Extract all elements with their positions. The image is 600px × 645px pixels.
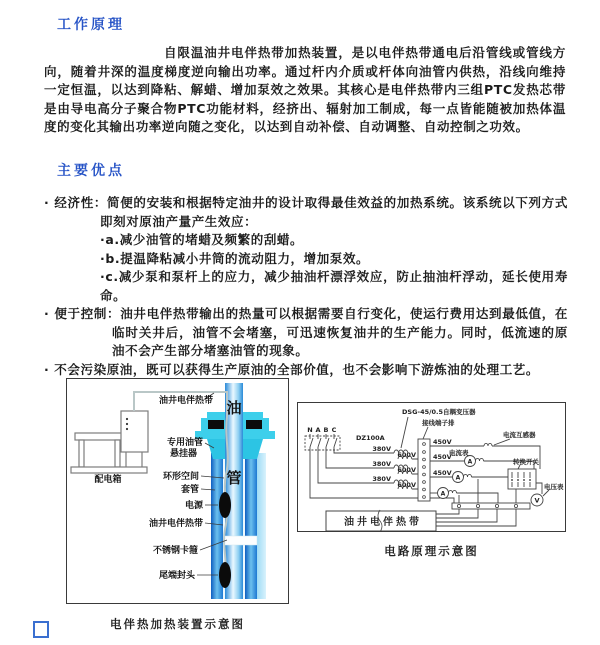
label-current-transformer: 电流互感器 bbox=[503, 431, 536, 439]
label-600v-1: 600V bbox=[397, 451, 416, 459]
steel-clamp-band bbox=[225, 536, 257, 545]
label-380v-2: 380V bbox=[372, 460, 391, 468]
device-labels bbox=[94, 394, 214, 581]
label-changeover-switch: 转换开关 bbox=[513, 458, 539, 466]
wellhead-black-band-left bbox=[208, 420, 224, 429]
label-380v-3: 380V bbox=[372, 475, 391, 483]
page-corner-marker bbox=[33, 621, 49, 638]
label-380v-1: 380V bbox=[372, 445, 391, 453]
advantage-economy-c: ·c.减少泵和泵杆上的应力，减少抽油杆漂浮效应，防止抽油杆浮动，延长使用寿命。 bbox=[100, 269, 568, 303]
device-diagram bbox=[67, 379, 288, 603]
device-diagram-caption: 电伴热加热装置示意图 bbox=[110, 617, 245, 631]
label-phase-n: N bbox=[307, 426, 313, 434]
label-transformer: DSG-45/0.5自耦变压器 bbox=[402, 408, 476, 416]
voltmeter-glyph: V bbox=[534, 496, 540, 505]
circuit-diagram bbox=[298, 403, 565, 531]
pipe-char-pipe: 管 bbox=[226, 469, 242, 487]
circuit-diagram-box bbox=[297, 402, 566, 532]
ammeter-2-glyph: A bbox=[455, 474, 461, 482]
casing-right bbox=[245, 453, 257, 599]
label-clamp: 不锈钢卡箍 bbox=[152, 546, 198, 556]
label-heat-tape: 油井电伴热带 bbox=[148, 519, 203, 529]
label-cable-top: 油井电伴热带 bbox=[159, 396, 214, 406]
label-breaker: DZ100A bbox=[356, 434, 385, 442]
label-phase-c: C bbox=[331, 426, 337, 434]
casing-outer bbox=[257, 453, 266, 599]
label-annulus: 环形空间 bbox=[162, 472, 199, 482]
device-diagram-box bbox=[66, 378, 289, 604]
label-450v-2: 450V bbox=[433, 453, 452, 461]
working-principle-heading: 工作原理 bbox=[57, 17, 125, 33]
cabinet-indicator-dots bbox=[126, 418, 128, 430]
label-end-cap: 尾端封头 bbox=[158, 571, 195, 581]
power-connector bbox=[219, 492, 231, 518]
label-450v-3: 450V bbox=[433, 469, 452, 477]
advantage-control: · 便于控制：油井电伴热带输出的热量可以根据需要自行变化，使运行费用达到最低值，在临时关井后，油管不会堵塞，可迅速恢复油井的生产能力。同时，低流速的原油不会产生部分堵塞油管的现象。 bbox=[44, 306, 568, 358]
label-hanger-2: 悬挂器 bbox=[169, 449, 197, 459]
advantage-economy-b: ·b.提温降粘减小井筒的流动阻力，增加泵效。 bbox=[100, 250, 370, 266]
advantage-no-pollution: · 不会污染原油，既可以获得生产原油的全部价值，也不会影响下游炼油的处理工艺。 bbox=[44, 361, 540, 377]
circuit-diagram-caption: 电路原理示意图 bbox=[384, 544, 479, 558]
label-600v-3: 600V bbox=[397, 481, 416, 489]
label-450v-1: 450V bbox=[433, 438, 452, 446]
advantage-economy-a: ·a.减少油管的堵蜡及频繁的刮蜡。 bbox=[100, 232, 304, 247]
label-phase-a: A bbox=[315, 426, 321, 434]
label-ammeter: 电流表 bbox=[449, 449, 469, 457]
label-distribution-box: 配电箱 bbox=[94, 475, 122, 485]
label-terminal-strip: 接线端子排 bbox=[422, 419, 455, 427]
load-label: 油井电伴热带 bbox=[344, 517, 422, 528]
label-casing: 套管 bbox=[180, 485, 199, 495]
distribution-cabinet bbox=[71, 411, 148, 473]
wellhead-black-band-right bbox=[246, 420, 262, 429]
advantages-list bbox=[44, 194, 568, 379]
label-hanger-1: 专用油管 bbox=[166, 438, 203, 448]
advantage-economy: · 经济性：简便的安装和根据特定油井的设计取得最佳效益的加热系统。该系统以下列方式即刻对原油产量产生效应： bbox=[44, 195, 568, 229]
advantages-heading: 主要优点 bbox=[57, 163, 125, 179]
changeover-switch bbox=[508, 469, 536, 489]
bus-bar bbox=[452, 503, 530, 509]
end-cap-bulge bbox=[219, 562, 231, 588]
label-power: 电源 bbox=[184, 501, 203, 511]
load-box bbox=[326, 510, 436, 531]
ammeter-3-glyph: A bbox=[440, 490, 446, 498]
voltmeter bbox=[531, 494, 543, 506]
pipe-char-oil: 油 bbox=[226, 399, 242, 417]
working-principle-paragraph: 自限温油井电伴热带加热装置，是以电伴热带通电后沿管线或管线方向，随着井深的温度梯度逆向输出功率。通过杆内介质或杆体向油管内供热，沿线向维持一定恒温，以达到降粘、解蜡、增加泵效之效果。其核心是电伴热带内三组PTC发热芯带是由导电高分子聚合物PTC功能材料，经挤出、辐射加工制成，每一点皆能随被加热体温度的变化其输出功率逆向随之变化，以达到自动补偿、自动调整、自动控制之功效。 bbox=[44, 45, 566, 134]
ammeter-1-glyph: A bbox=[467, 458, 473, 466]
label-phase-b: B bbox=[323, 426, 329, 434]
label-600v-2: 600V bbox=[397, 466, 416, 474]
label-voltmeter: 电压表 bbox=[544, 483, 564, 491]
